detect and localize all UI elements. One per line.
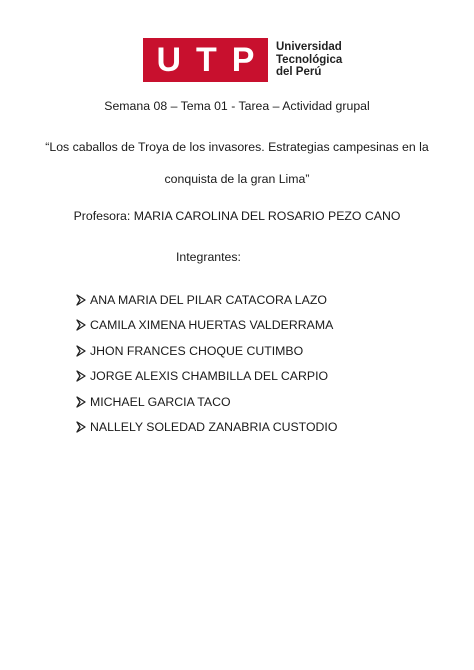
arrowhead-bullet-icon bbox=[74, 395, 88, 409]
semana-line: Semana 08 – Tema 01 - Tarea – Actividad grupal bbox=[104, 99, 370, 113]
logo-university-name bbox=[276, 41, 342, 79]
arrowhead-bullet-icon bbox=[74, 420, 88, 434]
title-line-2: conquista de la gran Lima” bbox=[164, 172, 310, 186]
member-name: MICHAEL GARCIA TACO bbox=[90, 394, 231, 409]
logo-letter-t: T bbox=[196, 41, 217, 79]
member-name: ANA MARIA DEL PILAR CATACORA LAZO bbox=[90, 292, 327, 307]
integrantes-label: Integrantes: bbox=[176, 250, 241, 264]
members-list bbox=[74, 287, 337, 440]
member-name: CAMILA XIMENA HUERTAS VALDERRAMA bbox=[90, 318, 334, 333]
arrowhead-bullet-icon bbox=[74, 369, 88, 383]
logo-red-block bbox=[143, 38, 268, 82]
arrowhead-bullet-icon bbox=[74, 344, 88, 358]
title-line-1: “Los caballos de Troya de los invasores. Estrategias campesinas en la bbox=[45, 140, 429, 154]
member-item bbox=[74, 313, 337, 339]
member-item bbox=[74, 287, 337, 313]
member-item bbox=[74, 338, 337, 364]
member-name: JHON FRANCES CHOQUE CUTIMBO bbox=[90, 343, 304, 358]
member-name: JORGE ALEXIS CHAMBILLA DEL CARPIO bbox=[90, 369, 329, 384]
member-item bbox=[74, 415, 337, 441]
arrowhead-bullet-icon bbox=[74, 293, 88, 307]
utp-logo bbox=[143, 38, 342, 82]
logo-letter-p: P bbox=[231, 41, 255, 79]
logo-text-line: Universidad bbox=[276, 41, 342, 54]
logo-letter-u: U bbox=[156, 41, 182, 79]
member-name: NALLELY SOLEDAD ZANABRIA CUSTODIO bbox=[90, 420, 338, 435]
member-item bbox=[74, 389, 337, 415]
logo-text-line: del Perú bbox=[276, 66, 322, 79]
profesora-line: Profesora: MARIA CAROLINA DEL ROSARIO PEZO CANO bbox=[73, 209, 401, 223]
member-item bbox=[74, 364, 337, 390]
logo-text-line: Tecnológica bbox=[276, 53, 343, 66]
arrowhead-bullet-icon bbox=[74, 318, 88, 332]
